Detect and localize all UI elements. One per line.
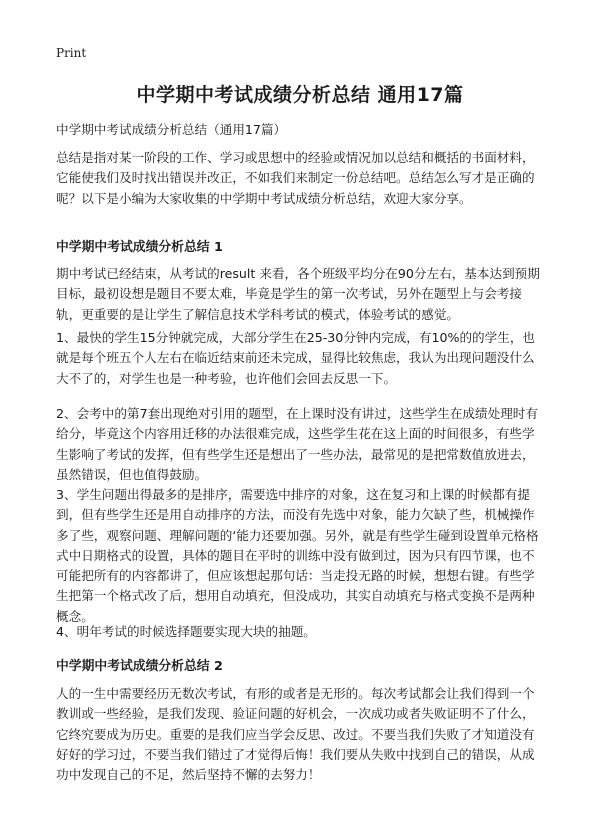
section-1-heading: 中学期中考试成绩分析总结 1 <box>56 240 223 255</box>
section-1-paragraph: 2、会考中的第7套出现绝对引用的题型，在上课时没有讲过，这些学生在成绩处理时有给分，毕竟这个内容用迁移的办法很难完成，这些学生花在这上面的时间很多，有些学生影响了考试的发挥，但有些学生还是想出了一些办法，最常见的是把常数值放进去，虽然错误，但也值得鼓励。 <box>56 406 538 482</box>
section-2-heading: 中学期中考试成绩分析总结 2 <box>56 659 223 674</box>
section-2-paragraph: 人的一生中需要经历无数次考试，有形的或者是无形的。每次考试都会让我们得到一个教训或一些经验，是我们发现、验证问题的好机会，一次成功或者失败证明不了什么，它终究要成为历史。重要的是我们应当学会反思、改过。不要当我们失败了才知道没有好好的学习过，不要当我们错过了才觉得后悔！我们要从失败中找到自己的错误，从成功中发现自己的不足，然后坚持不懈的去努力！ <box>56 686 535 783</box>
print-link[interactable]: Print <box>56 46 87 60</box>
section-1-paragraph: 3、学生问题出得最多的是排序，需要选中排序的对象，这在复习和上课的时候都有提到，但有些学生还是用自动排序的方法，而没有先选中对象，能力欠缺了些，机械操作多了些，观察问题、理解问题的‘能力还要加强。另外，就是有些学生碰到设置单元格格式中日期格式的设置，具体的题目在平时的训练中没有做到过，因为只有四节课，也不可能把所有的内容都讲了，但应该想起那句话：当走投无路的时候，想想右键。有些学生把第一个格式改了后，想用自动填充，但没成功，其实自动填充与格式变换不是两种概念。 <box>56 487 539 624</box>
page-title: 中学期中考试成绩分析总结 通用17篇 <box>136 84 464 106</box>
section-1-paragraph: 1、最快的学生15分钟就完成，大部分学生在25-30分钟内完成，有10%的的学生，也就是每个班五个人左右在临近结束前还未完成，显得比较焦虑，我认为出现问题没什么大不了的，对学生也是一种考验，也许他们会回去反思一下。 <box>56 330 536 386</box>
section-1-paragraph: 期中考试已经结束，从考试的result 来看，各个班级平均分在90分左右，基本达到预期目标，最初设想是题目不要太难，毕竟是学生的第一次考试，另外在题型上与会考接轨，更重要的是让学生了解信息技术学科考试的模式，体验考试的感觉。 <box>56 266 540 322</box>
intro-paragraph: 总结是指对某一阶段的工作、学习或思想中的经验或情况加以总结和概括的书面材料，它能使我们及时找出错误并改正，不如我们来制定一份总结吧。总结怎么写才是正确的呢？以下是小编为大家收集的中学期中考试成绩分析总结，欢迎大家分享。 <box>56 150 535 206</box>
section-1-paragraph: 4、明年考试的时候选择题要实现大块的抽题。 <box>56 624 316 639</box>
document-subtitle: 中学期中考试成绩分析总结（通用17篇） <box>56 122 287 137</box>
